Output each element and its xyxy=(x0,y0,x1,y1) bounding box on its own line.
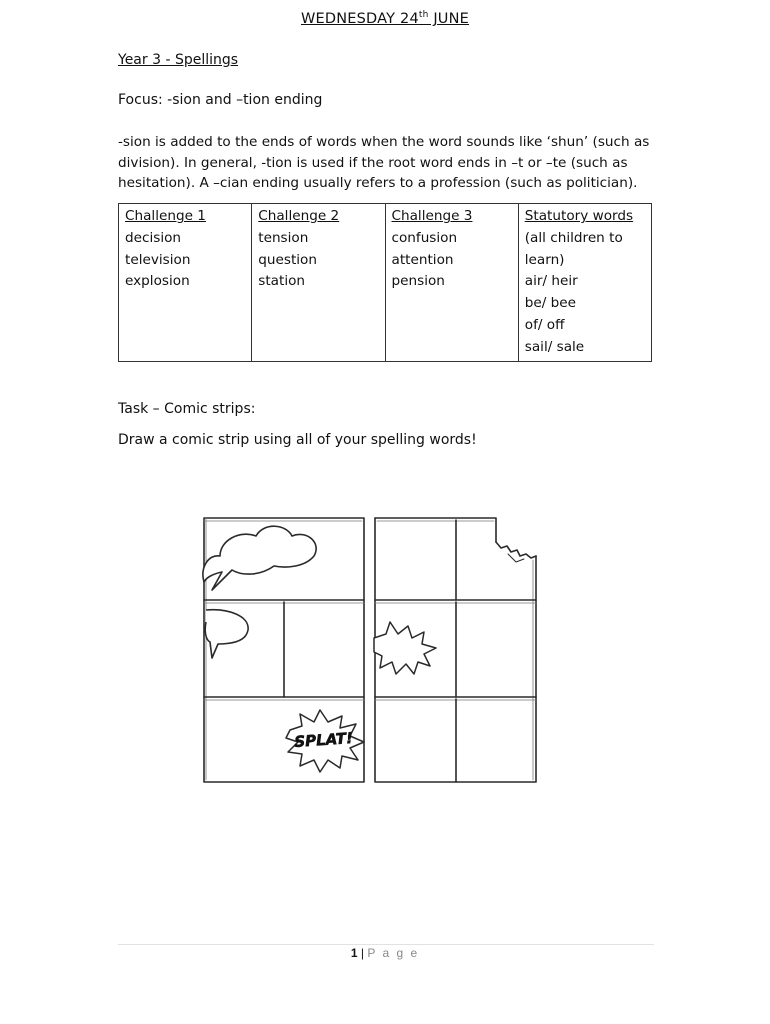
explanation-paragraph: -sion is added to the ends of words when the word sounds like ‘shun’ (such as division). In general, -tion is used if the root word ends in –t or –te (such as hesitation). A –cian ending usually refers to a profession (such as politician). xyxy=(118,134,650,191)
cloud-speech-bubble xyxy=(203,526,316,590)
statutory-note: (all children to learn) xyxy=(524,229,623,268)
challenge-3-cell xyxy=(385,204,518,362)
page-footer xyxy=(0,946,770,960)
spelling-word: explosion xyxy=(125,273,190,290)
page-label: P a g e xyxy=(367,946,420,960)
oval-speech-bubble xyxy=(205,610,248,658)
spelling-word: television xyxy=(125,251,191,268)
column-header: Challenge 1 xyxy=(125,208,206,224)
footer-separator: | xyxy=(357,946,368,960)
spelling-word: sail/ sale xyxy=(524,338,585,355)
page-number: 1 xyxy=(350,946,358,960)
column-header: Challenge 3 xyxy=(391,208,473,224)
spelling-word: confusion xyxy=(391,229,458,246)
task-instruction: Draw a comic strip using all of your spelling words! xyxy=(118,432,477,448)
torn-corner xyxy=(496,542,536,558)
spelling-word: tension xyxy=(258,229,309,246)
spelling-word: pension xyxy=(391,273,445,290)
burst-bubble xyxy=(374,622,436,674)
statutory-words-cell xyxy=(518,204,651,362)
task-heading: Task – Comic strips: xyxy=(118,401,256,417)
spelling-word: attention xyxy=(391,251,454,268)
spelling-word: question xyxy=(258,251,317,268)
page-title: WEDNESDAY 24th JUNE xyxy=(300,10,470,27)
footer-divider xyxy=(118,944,654,945)
section-subtitle: Year 3 - Spellings xyxy=(118,52,239,68)
column-header: Challenge 2 xyxy=(258,208,340,224)
challenge-1-cell xyxy=(119,204,252,362)
spelling-word: be/ bee xyxy=(524,295,576,312)
column-header: Statutory words xyxy=(524,208,634,224)
spelling-word: station xyxy=(258,273,306,290)
comic-strip-template xyxy=(198,512,543,787)
table-row xyxy=(119,204,652,362)
challenge-2-cell xyxy=(252,204,385,362)
spelling-table xyxy=(118,203,652,362)
spelling-word: of/ off xyxy=(524,316,565,333)
spelling-word: air/ heir xyxy=(524,273,578,290)
splat-sound-effect: SPLAT! xyxy=(293,728,354,752)
focus-line: Focus: -sion and –tion ending xyxy=(118,92,323,108)
right-page-frame xyxy=(375,518,496,542)
spelling-word: decision xyxy=(125,229,182,246)
